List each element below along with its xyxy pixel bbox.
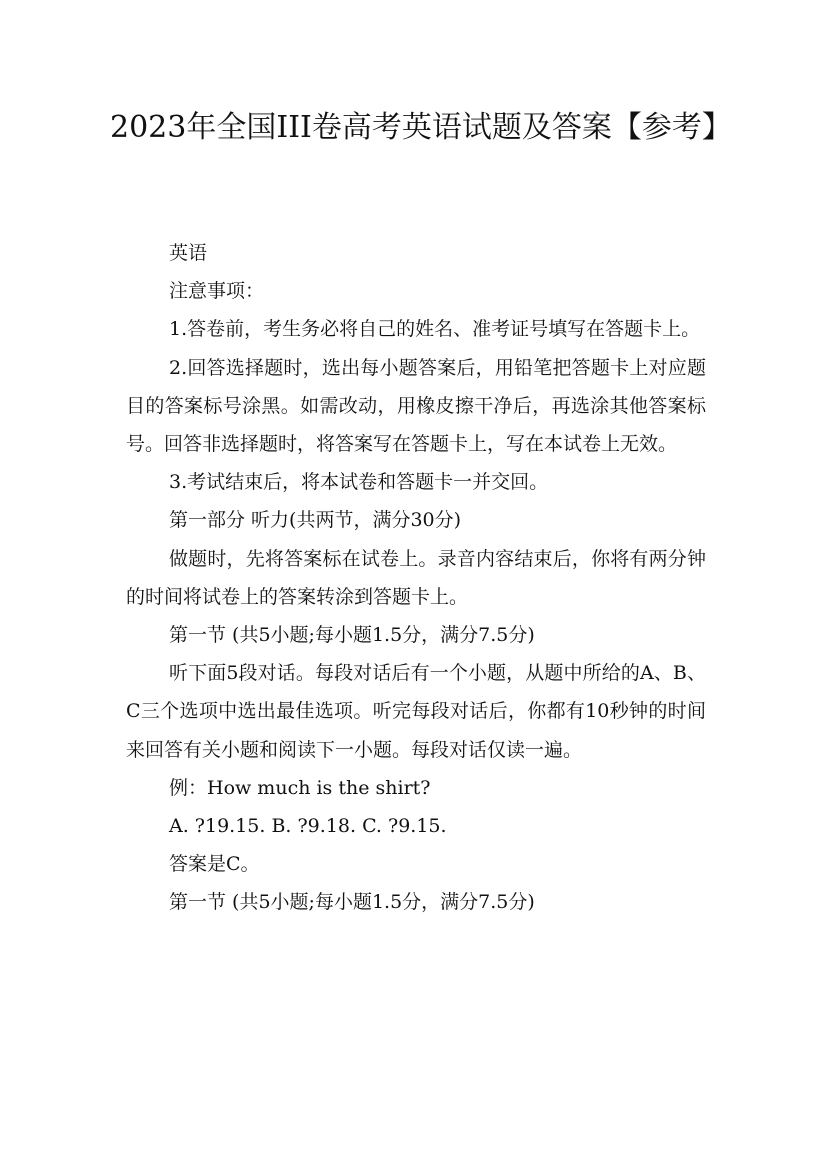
paragraph-section-1-heading-repeat: 第一节 (共5小题;每小题1.5分，满分7.5分)	[169, 891, 535, 914]
paragraph-section-1-heading: 第一节 (共5小题;每小题1.5分，满分7.5分)	[169, 624, 535, 647]
paragraph-note-3: 3.考试结束后，将本试卷和答题卡一并交回。	[169, 471, 549, 494]
document-title: 2023年全国III卷高考英语试题及答案【参考】	[110, 110, 732, 145]
paragraph-note-1: 1.答卷前，考生务必将自己的姓名、准考证号填写在答题卡上。	[169, 318, 701, 341]
paragraph-part-1-heading: 第一部分 听力(共两节，满分30分)	[169, 509, 462, 532]
paragraph-section-1-instructions: 听下面5段对话。每段对话后有一个小题，从题中所给的A、B、C三个选项中选出最佳选项。听完每段对话后，你都有10秒钟的时间来回答有关小题和阅读下一小题。每段对话仅读一遍。	[126, 662, 706, 761]
paragraph-notes-heading: 注意事项：	[169, 280, 265, 303]
paragraph-note-2: 2.回答选择题时，选出每小题答案后，用铅笔把答题卡上对应题目的答案标号涂黑。如需改动，用橡皮擦干净后，再选涂其他答案标号。回答非选择题时，将答案写在答题卡上，写在本试卷上无效。	[126, 356, 706, 456]
paragraph-example-answer: 答案是C。	[169, 853, 260, 876]
paragraph-listening-instructions: 做题时，先将答案标在试卷上。录音内容结束后，你将有两分钟的时间将试卷上的答案转涂到答题卡上。	[126, 547, 706, 608]
paragraph-example-options: A. ?19.15. B. ?9.18. C. ?9.15.	[169, 815, 447, 838]
paragraph-example-question: 例：How much is the shirt?	[169, 776, 431, 799]
paragraph-subject: 英语	[169, 242, 208, 264]
document-body	[126, 234, 706, 922]
